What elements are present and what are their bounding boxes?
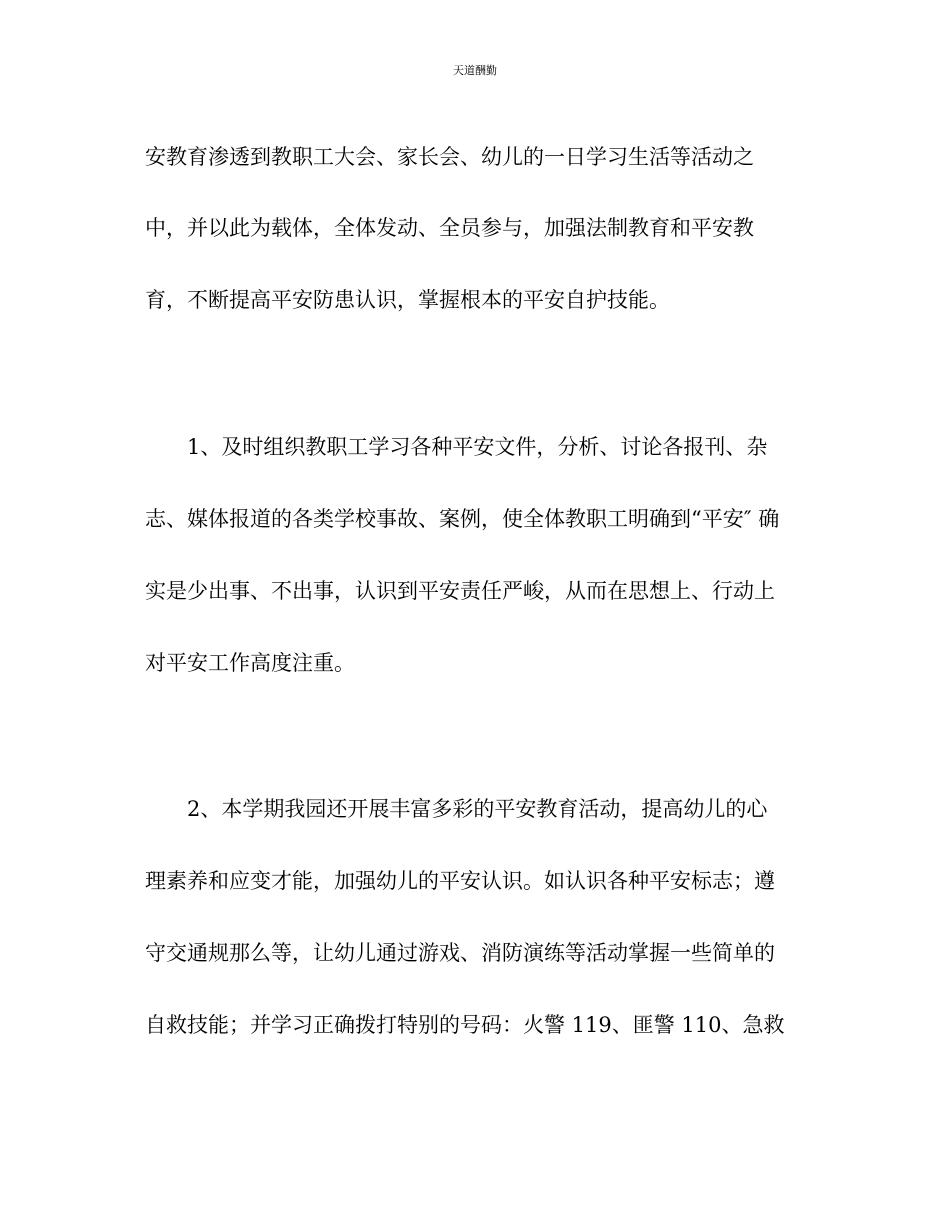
paragraph-line: 实是少出事、不出事，认识到平安责任严峻，从而在思想上、行动上 xyxy=(145,579,775,603)
paragraph-line: 安教育渗透到教职工大会、家长会、幼儿的一日学习生活等活动之 xyxy=(145,145,754,169)
paragraph-line: 对平安工作高度注重。 xyxy=(145,651,355,675)
paragraph-line: 2、本学期我园还开展丰富多彩的平安教育活动，提高幼儿的心 xyxy=(187,797,768,821)
paragraph-line: 自救技能；并学习正确拨打特别的号码：火警 119、匪警 110、急救 xyxy=(145,1013,785,1037)
paragraph-line: 志、媒体报道的各类学校事故、案例，使全体教职工明确到“平安″ 确 xyxy=(145,507,780,531)
paragraph-line: 育，不断提高平安防患认识，掌握根本的平安自护技能。 xyxy=(145,288,670,312)
paragraph-line: 中，并以此为载体，全体发动、全员参与，加强法制教育和平安教 xyxy=(145,216,754,240)
paragraph-line: 1、及时组织教职工学习各种平安文件，分析、讨论各报刊、杂 xyxy=(187,435,768,459)
paragraph-line: 理素养和应变才能，加强幼儿的平安认识。如认识各种平安标志；遵 xyxy=(145,869,775,893)
page-header: 天道酬勤 xyxy=(453,64,497,77)
paragraph-line: 守交通规那么等，让幼儿通过游戏、消防演练等活动掌握一些简单的 xyxy=(145,941,775,965)
